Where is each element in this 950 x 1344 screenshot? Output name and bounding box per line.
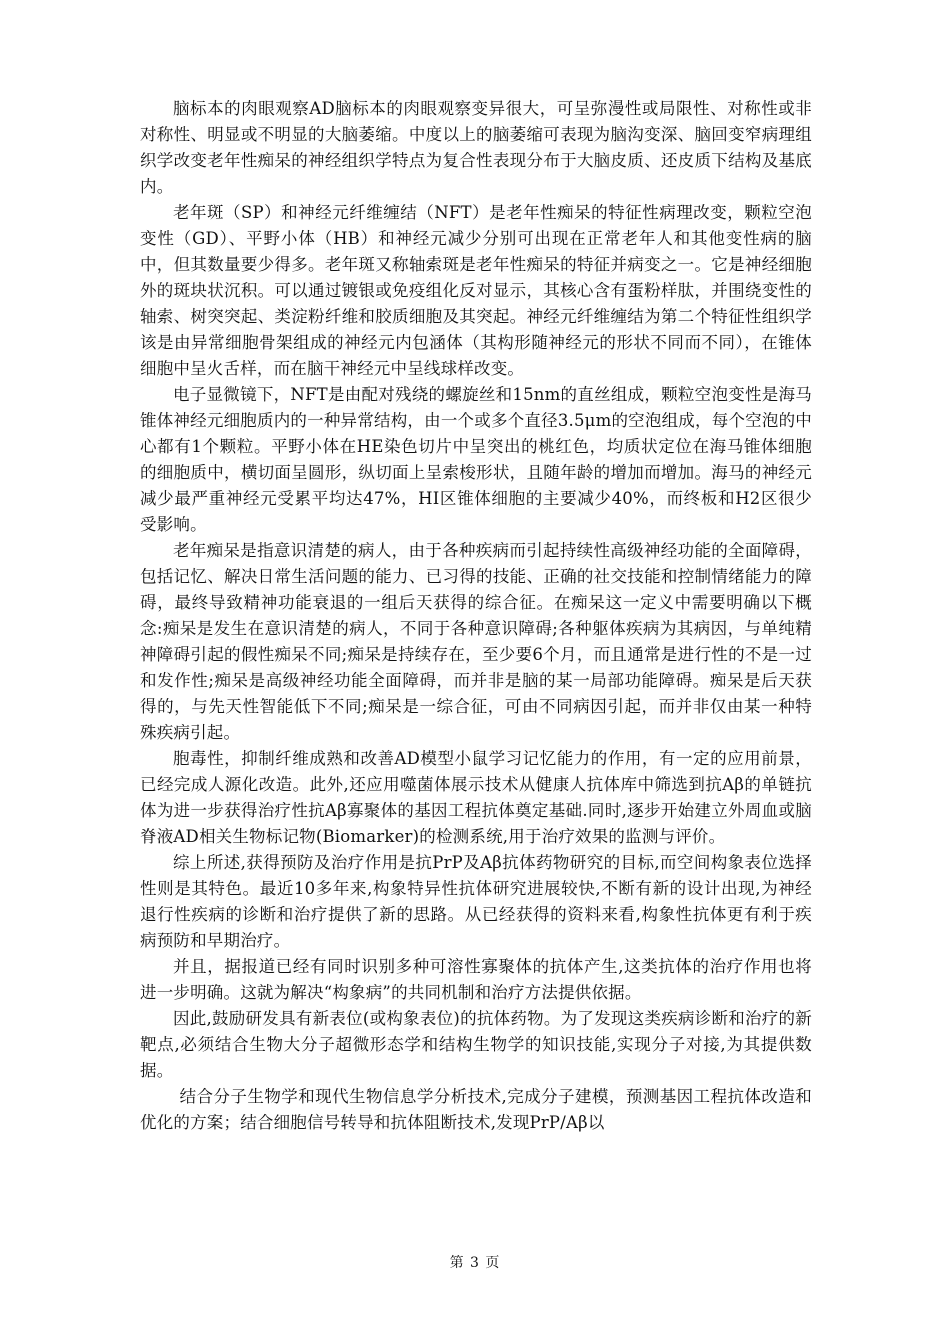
page-number: 第 3 页 [449,1255,501,1271]
paragraph-9: 结合分子生物学和现代生物信息学分析技术,完成分子建模，预测基因工程抗体改造和优化的方案；结合细胞信号转导和抗体阻断技术,发现PrP/Aβ以 [140,1087,812,1132]
paragraph-6: 综上所述,获得预防及治疗作用是抗PrP及Aβ抗体药物研究的目标,而空间构象表位选择性则是其特色。最近10多年来,构象特异性抗体研究进展较快,不断有新的设计出现,为神经退行性疾病的诊断和治疗提供了新的思路。从已经获得的资料来看,构象性抗体更有利于疾病预防和早期治疗。 [140,853,812,950]
paragraph-5: 胞毒性，抑制纤维成熟和改善AD模型小鼠学习记忆能力的作用，有一定的应用前景，已经完成人源化改造。此外,还应用噬菌体展示技术从健康人抗体库中筛选到抗Aβ的单链抗体为进一步获得治疗性抗Aβ寡聚体的基因工程抗体奠定基础.同时,逐步开始建立外周血或脑脊液AD相关生物标记物(Biomarker)的检测系统,用于治疗效果的监测与评价。 [140,749,812,846]
paragraph-2: 老年斑（SP）和神经元纤维缠结（NFT）是老年性痴呆的特征性病理改变，颗粒空泡变性（GD）、平野小体（HB）和神经元减少分别可出现在正常老年人和其他变性病的脑中，但其数量要少得多。老年斑又称轴索斑是老年性痴呆的特征并病变之一。它是神经细胞外的斑块状沉积。可以通过镀银或免疫组化反对显示，其核心含有蛋粉样肽，并围绕变性的轴索、树突突起、类淀粉纤维和胶质细胞及其突起。神经元纤维缠结为第二个特征性组织学该是由异常细胞骨架组成的神经元内包涵体（其构形随神经元的形状不同而不同），在锥体细胞中呈火舌样，而在脑干神经元中呈线球样改变。 [140,203,812,378]
paragraph-8: 因此,鼓励研发具有新表位(或构象表位)的抗体药物。为了发现这类疾病诊断和治疗的新靶点,必须结合生物大分子超微形态学和结构生物学的知识技能,实现分子对接,为其提供数据。 [140,1009,812,1080]
paragraph-7: 并且，据报道已经有同时识别多种可溶性寡聚体的抗体产生,这类抗体的治疗作用也将进一步明确。这就为解决“构象病”的共同机制和治疗方法提供依据。 [140,957,812,1002]
paragraph-1: 脑标本的肉眼观察AD脑标本的肉眼观察变异很大，可呈弥漫性或局限性、对称性或非对称性、明显或不明显的大脑萎缩。中度以上的脑萎缩可表现为脑沟变深、脑回变窄病理组织学改变老年性痴呆的神经组织学特点为复合性表现分布于大脑皮质、还皮质下结构及基底内。 [140,99,812,196]
document-body [140,96,812,1136]
paragraph-4: 老年痴呆是指意识清楚的病人，由于各种疾病而引起持续性高级神经功能的全面障碍，包括记忆、解决日常生活问题的能力、已习得的技能、正确的社交技能和控制情绪能力的障碍，最终导致精神功能衰退的一组后天获得的综合征。在痴呆这一定义中需要明确以下概念:痴呆是发生在意识清楚的病人，不同于各种意识障碍;各种躯体疾病为其病因，与单纯精神障碍引起的假性痴呆不同;痴呆是持续存在，至少要6个月，而且通常是进行性的不是一过和发作性;痴呆是高级神经功能全面障碍，而并非是脑的某一局部功能障碍。痴呆是后天获得的，与先天性智能低下不同;痴呆是一综合征，可由不同病因引起，而并非仅由某一种特殊疾病引起。 [140,541,812,742]
paragraph-3: 电子显微镜下，NFT是由配对残绕的螺旋丝和15nm的直丝组成，颗粒空泡变性是海马锥体神经元细胞质内的一种异常结构，由一个或多个直径3.5μm的空泡组成，每个空泡的中心都有1个颗粒。平野小体在HE染色切片中呈突出的桃红色，均质状定位在海马锥体细胞的细胞质中，横切面呈圆形，纵切面上呈索梭形状，且随年龄的增加而增加。海马的神经元减少最严重神经元受累平均达47%，HI区锥体细胞的主要减少40%，而终板和H2区很少受影响。 [140,385,812,534]
